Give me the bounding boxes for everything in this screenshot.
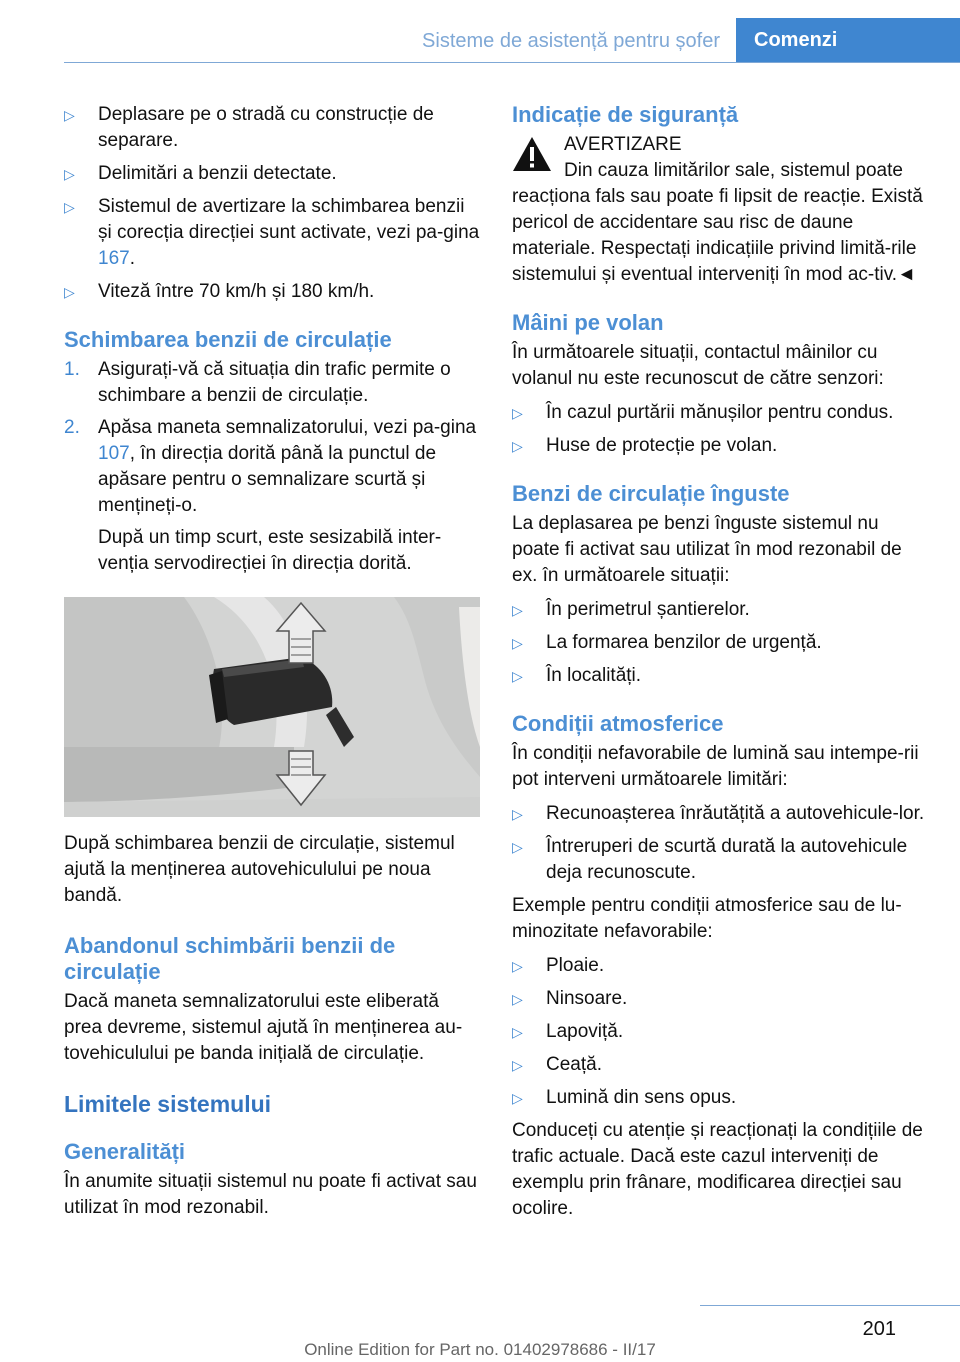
triangle-bullet-icon: ▷ <box>512 635 523 651</box>
triangle-bullet-icon: ▷ <box>64 199 75 215</box>
list-item <box>512 834 930 886</box>
step-text: Apăsa maneta semnalizatorului, vezi pa‐gina <box>98 417 477 438</box>
header-section-title: Sisteme de asistență pentru șofer <box>422 30 720 52</box>
abandon-text: Dacă maneta semnalizatorului este eliberată prea devreme, sistemul ajută în menținerea au‐tovehiculului pe banda inițială de circulație. <box>64 991 463 1064</box>
list-item-text: În perimetrul șantierelor. <box>546 599 750 620</box>
right-column <box>512 102 930 1230</box>
heading-limits: Limitele sistemului <box>64 1091 272 1117</box>
step-item <box>64 357 480 409</box>
triangle-bullet-icon: ▷ <box>512 991 523 1007</box>
warning-block <box>512 132 930 184</box>
warning-text: reacționa fals sau poate fi lipsit de reacție. Există pericol de accidentare sau risc de daune materiale. Respectați indicațiile privind limită‐rile sistemului și eventual interveniți în mod ac‐tiv.◄ <box>512 186 923 285</box>
triangle-bullet-icon: ▷ <box>512 405 523 421</box>
list-item-text: Sistemul de avertizare la schimbarea benzii și corecția direcției sunt activate, vezi pa‐gina <box>98 196 480 243</box>
list-item-text: Viteză între 70 km/h și 180 km/h. <box>98 281 375 302</box>
lever-illustration <box>64 597 480 817</box>
list-item <box>64 102 480 154</box>
list-item <box>512 400 930 426</box>
list-item <box>512 953 930 979</box>
after-image-text: După schimbarea benzii de circulație, sistemul ajută la menținerea autovehiculului pe noua bandă. <box>64 833 455 906</box>
edition-note: Online Edition for Part no. 01402978686 - II/17 <box>304 1340 656 1359</box>
list-item <box>64 279 480 305</box>
hands-text: În următoarele situații, contactul mâinilor cu volanul nu este recunoscut de către senzori: <box>512 342 884 389</box>
list-item-text-end: . <box>129 248 135 269</box>
heading-hands: Mâini pe volan <box>512 310 664 335</box>
header-tab: Comenzi <box>736 18 960 62</box>
page-link-107[interactable]: 107 <box>98 443 130 464</box>
warning-first-line: Din cauza limitărilor sale, sistemul poate <box>564 160 903 181</box>
list-item <box>512 597 930 623</box>
weather-text: În condiții nefavorabile de lumină sau intempe‐rii pot interveni următoarele limitări: <box>512 743 919 790</box>
left-column <box>64 102 480 1229</box>
triangle-bullet-icon: ▷ <box>512 1024 523 1040</box>
triangle-bullet-icon: ▷ <box>512 1057 523 1073</box>
triangle-bullet-icon: ▷ <box>64 166 75 182</box>
turn-signal-lever-image <box>64 597 480 817</box>
closing-text: Conduceți cu atenție și reacționați la condițiile de trafic actuale. Dacă este cazul interveniți de exemplu prin frânare, modificarea direcției sau ocolire. <box>512 1120 923 1219</box>
list-item <box>64 161 480 187</box>
triangle-bullet-icon: ▷ <box>512 668 523 684</box>
step-note: După un timp scurt, este sesizabilă inter‐venția servodirecției în direcția dorită. <box>98 527 442 574</box>
list-item-text: Ninsoare. <box>546 988 628 1009</box>
step-item <box>64 415 480 519</box>
list-item-text: În cazul purtării mănușilor pentru condus. <box>546 402 894 423</box>
heading-weather: Condiții atmosferice <box>512 711 724 736</box>
list-item <box>512 1085 930 1111</box>
step-number: 1. <box>64 359 80 380</box>
list-item-text: Întreruperi de scurtă durată la autovehicule deja recunoscute. <box>546 836 908 883</box>
list-item-text: Lumină din sens opus. <box>546 1087 737 1108</box>
warning-triangle-icon <box>512 136 552 180</box>
step-text-end: , în direcția dorită până la punctul de apăsare pentru o semnalizare scurtă și mențineți-o. <box>98 443 437 516</box>
step-text: Asigurați-vă că situația din trafic permite o schimbare a benzii de circulație. <box>98 359 451 406</box>
footer-rule <box>700 1305 960 1306</box>
list-item-text: Ploaie. <box>546 955 605 976</box>
heading-abandon: Abandonul schimbării benzii de circulație <box>64 933 396 984</box>
triangle-bullet-icon: ▷ <box>64 107 75 123</box>
triangle-bullet-icon: ▷ <box>512 602 523 618</box>
list-item <box>64 194 480 272</box>
list-item-text: Huse de protecție pe volan. <box>546 435 778 456</box>
list-item-text: Ceață. <box>546 1054 602 1075</box>
list-item <box>512 1019 930 1045</box>
list-item-text: În localități. <box>546 665 642 686</box>
triangle-bullet-icon: ▷ <box>512 839 523 855</box>
list-item <box>512 801 930 827</box>
list-item-text: Recunoașterea înrăutățită a autovehicule‐lor. <box>546 803 925 824</box>
list-item-text: La formarea benzilor de urgență. <box>546 632 822 653</box>
list-item <box>512 433 930 459</box>
heading-general: Generalități <box>64 1139 186 1164</box>
list-item-text: Deplasare pe o stradă cu construcție de separare. <box>98 104 434 151</box>
examples-text: Exemple pentru condiții atmosferice sau de lu‐minozitate nefavorabile: <box>512 895 902 942</box>
page-link-167[interactable]: 167 <box>98 248 130 269</box>
narrow-text: La deplasarea pe benzi înguste sistemul nu poate fi activat sau utilizat în mod rezonabil de ex. în următoarele situații: <box>512 513 902 586</box>
triangle-bullet-icon: ▷ <box>512 438 523 454</box>
triangle-bullet-icon: ▷ <box>512 806 523 822</box>
list-item <box>512 630 930 656</box>
list-item-text: Lapoviță. <box>546 1021 624 1042</box>
page-number: 201 <box>862 1318 896 1340</box>
header-rule <box>64 62 960 63</box>
triangle-bullet-icon: ▷ <box>512 958 523 974</box>
general-text: În anumite situații sistemul nu poate fi activat sau utilizat în mod rezonabil. <box>64 1171 477 1218</box>
heading-narrow-lanes: Benzi de circulație înguste <box>512 481 790 506</box>
page-header <box>0 0 960 62</box>
step-number: 2. <box>64 417 80 438</box>
heading-lane-change: Schimbarea benzii de circulație <box>64 327 392 352</box>
list-item <box>512 1052 930 1078</box>
triangle-bullet-icon: ▷ <box>64 284 75 300</box>
warning-title: AVERTIZARE <box>564 134 682 155</box>
list-item <box>512 663 930 689</box>
heading-safety: Indicație de siguranță <box>512 102 739 127</box>
triangle-bullet-icon: ▷ <box>512 1090 523 1106</box>
list-item <box>512 986 930 1012</box>
list-item-text: Delimitări a benzii detectate. <box>98 163 337 184</box>
